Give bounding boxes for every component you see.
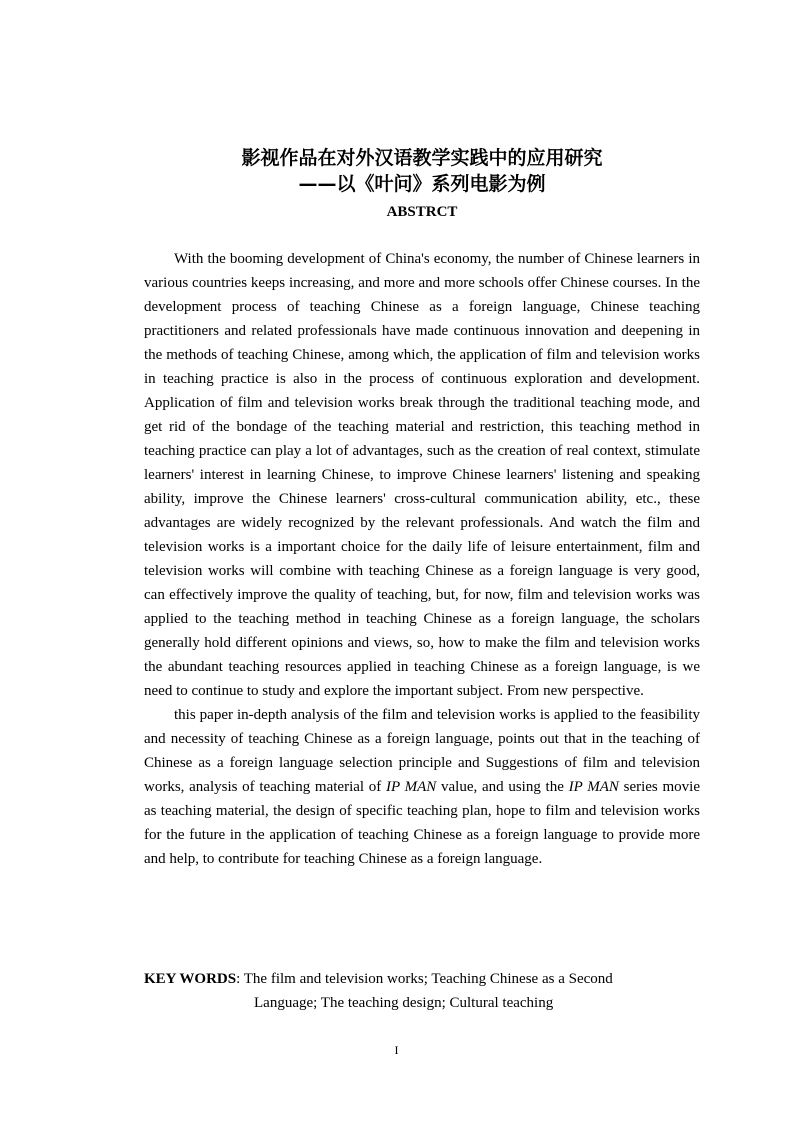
page-number: I <box>394 1043 399 1057</box>
title-line-2: ——以《叶问》系列电影为例 <box>298 173 546 195</box>
paragraph-2-text-3: series movie as teaching material, the design of specific teaching plan, hope to film and television works for the future in the application of teaching Chinese as a foreign language to provide more and help, to contribute for teaching Chinese as a foreign language. <box>144 779 700 867</box>
keywords-line-2: Language; The teaching design; Cultural teaching <box>254 995 554 1011</box>
abstract-paragraph-2 <box>144 703 700 871</box>
title-line-1: 影视作品在对外汉语教学实践中的应用研究 <box>241 147 603 169</box>
keywords-block <box>144 967 700 1015</box>
abstract-heading: ABSTRCT <box>386 204 458 220</box>
abstract-paragraph-1: With the booming development of China's economy, the number of Chinese learners in various countries keeps increasing, and more and more schools offer Chinese courses. In the development process of teaching Chinese as a foreign language, Chinese teaching practitioners and related professionals have made continuous innovation and deepening in the methods of teaching Chinese, among which, the application of film and television works in teaching practice is also in the process of continuous exploration and development. Application of film and television works break through the traditional teaching mode, and get rid of the bondage of the teaching material and restriction, this teaching method in teaching practice can play a lot of advantages, such as the creation of real context, stimulate learners' interest in learning Chinese, to improve Chinese learners' listening and speaking ability, improve the Chinese learners' cross-cultural communication ability, etc., these advantages are widely recognized by the relevant professionals. And watch the film and television works is a important choice for the daily life of leisure entertainment, film and television works will combine with teaching Chinese as a foreign language is very good, can effectively improve the quality of teaching, but, for now, film and television works was applied to the teaching method in teaching Chinese as a foreign language, the scholars generally hold different opinions and views, so, how to make the film and television works the abundant teaching resources applied in teaching Chinese as a foreign language, is we need to continue to study and explore the important subject. From new perspective. <box>144 251 700 699</box>
keywords-line-1: : The film and television works; Teaching Chinese as a Second <box>236 971 613 987</box>
film-title-italic-1: IP MAN <box>386 779 437 795</box>
abstract-body <box>144 247 700 871</box>
film-title-italic-2: IP MAN <box>568 779 619 795</box>
paragraph-2-text-2: value, and using the <box>436 779 569 795</box>
paragraph-2-text-1: this paper in-depth analysis of the film and television works is applied to the feasibility and necessity of teaching Chinese as a foreign language, points out that in the teaching of Chinese as a foreign language selection principle and Suggestions of film and television works, analysis of teaching material of <box>144 707 700 795</box>
keywords-label: KEY WORDS <box>144 971 237 987</box>
